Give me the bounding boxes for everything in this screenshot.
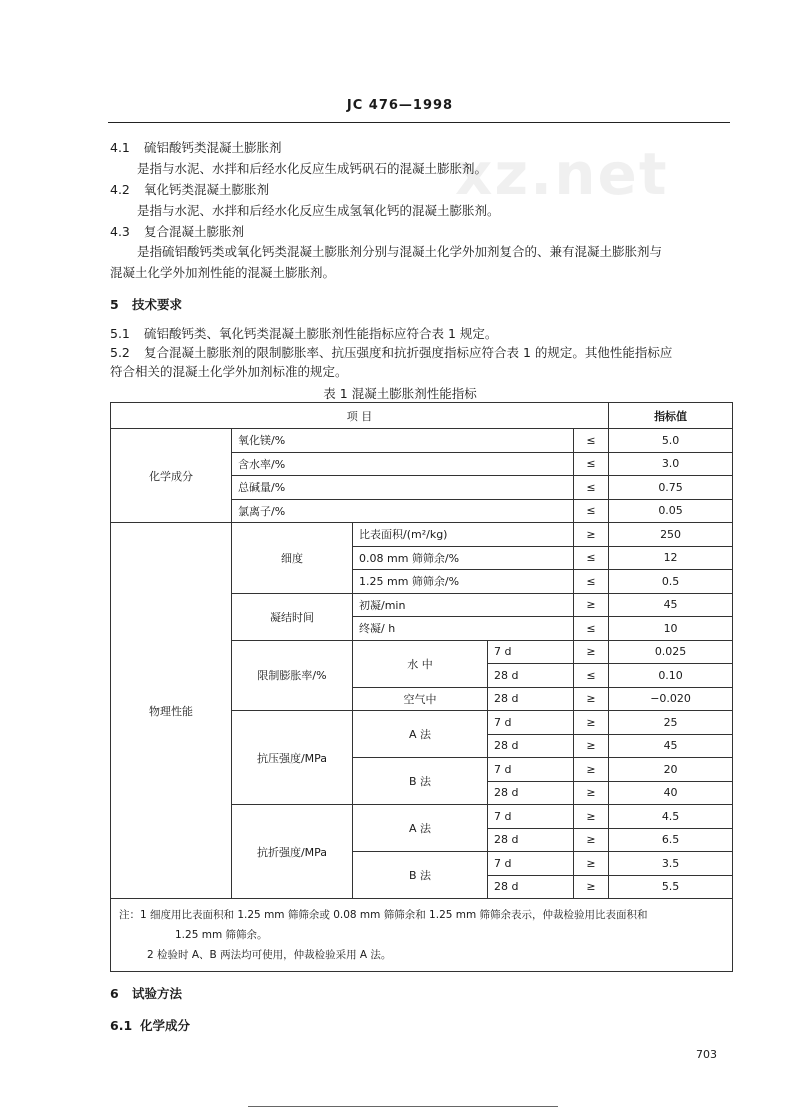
flexural-sym: ≥ bbox=[574, 852, 609, 876]
setting-value: 10 bbox=[609, 617, 733, 641]
flexural-sym: ≥ bbox=[574, 828, 609, 852]
age-cell: 7 d bbox=[488, 758, 574, 782]
fineness-sym: ≤ bbox=[574, 570, 609, 594]
fineness-item: 比表面积/(m²/kg) bbox=[353, 523, 574, 547]
setting-value: 45 bbox=[609, 593, 733, 617]
chem-value: 5.0 bbox=[609, 429, 733, 453]
method-a-label: A 法 bbox=[353, 805, 488, 852]
age-cell: 7 d bbox=[488, 805, 574, 829]
performance-table bbox=[110, 402, 733, 972]
compressive-label: 抗压强度/MPa bbox=[232, 711, 353, 805]
compressive-sym: ≥ bbox=[574, 781, 609, 805]
header-value: 指标值 bbox=[609, 403, 733, 429]
section-6-1-heading: 6.1 化学成分 bbox=[110, 1018, 191, 1033]
chem-label: 氧化镁/% bbox=[232, 429, 574, 453]
fineness-sym: ≥ bbox=[574, 523, 609, 547]
table-header-row bbox=[111, 403, 733, 429]
section-5-1: 5.1 硫铝酸钙类、氧化钙类混凝土膨胀剂性能指标应符合表 1 规定。 bbox=[110, 326, 498, 341]
compressive-value: 40 bbox=[609, 781, 733, 805]
table-notes bbox=[111, 899, 733, 972]
section-4-3-heading: 4.3 复合混凝土膨胀剂 bbox=[110, 224, 245, 239]
fineness-sym: ≤ bbox=[574, 546, 609, 570]
section-4-3-body-line2: 混凝土化学外加剂性能的混凝土膨胀剂。 bbox=[110, 265, 336, 280]
flexural-sym: ≥ bbox=[574, 805, 609, 829]
table-caption: 表 1 混凝土膨胀剂性能指标 bbox=[323, 386, 477, 401]
header-rule bbox=[108, 122, 730, 123]
compressive-value: 20 bbox=[609, 758, 733, 782]
section-4-2-heading: 4.2 氧化钙类混凝土膨胀剂 bbox=[110, 182, 270, 197]
standard-header: JC 476—1998 bbox=[346, 98, 454, 113]
fineness-value: 250 bbox=[609, 523, 733, 547]
flexural-value: 3.5 bbox=[609, 852, 733, 876]
section-4-3-body-line1: 是指硫铝酸钙类或氧化钙类混凝土膨胀剂分别与混凝土化学外加剂复合的、兼有混凝土膨胀剂与 bbox=[137, 244, 663, 259]
chem-label: 含水率/% bbox=[232, 452, 574, 476]
age-cell: 28 d bbox=[488, 734, 574, 758]
setting-item: 初凝/min bbox=[353, 593, 574, 617]
setting-sym: ≤ bbox=[574, 617, 609, 641]
note-2: 2 检验时 A、B 两法均可使用，仲裁检验采用 A 法。 bbox=[147, 949, 392, 961]
fineness-value: 0.5 bbox=[609, 570, 733, 594]
age-cell: 7 d bbox=[488, 852, 574, 876]
flexural-value: 6.5 bbox=[609, 828, 733, 852]
footer-rule bbox=[248, 1106, 558, 1107]
chem-group-label: 化学成分 bbox=[111, 429, 232, 523]
section-6-heading: 6 试验方法 bbox=[110, 986, 183, 1001]
fineness-item: 1.25 mm 筛筛余/% bbox=[353, 570, 574, 594]
note-1-continued: 1.25 mm 筛筛余。 bbox=[175, 929, 268, 941]
chem-sym: ≤ bbox=[574, 499, 609, 523]
chem-sym: ≤ bbox=[574, 476, 609, 500]
setting-sym: ≥ bbox=[574, 593, 609, 617]
method-b-label: B 法 bbox=[353, 852, 488, 899]
flexural-label: 抗折强度/MPa bbox=[232, 805, 353, 899]
section-5-heading: 5 技术要求 bbox=[110, 297, 183, 312]
flexural-value: 4.5 bbox=[609, 805, 733, 829]
age-cell: 28 d bbox=[488, 687, 574, 711]
section-4-1-heading: 4.1 硫铝酸钙类混凝土膨胀剂 bbox=[110, 140, 282, 155]
expansion-value: 0.025 bbox=[609, 640, 733, 664]
age-cell: 28 d bbox=[488, 781, 574, 805]
expansion-label: 限制膨胀率/% bbox=[232, 640, 353, 711]
table-row bbox=[111, 429, 733, 453]
compressive-sym: ≥ bbox=[574, 734, 609, 758]
table-row bbox=[111, 523, 733, 547]
compressive-value: 45 bbox=[609, 734, 733, 758]
fineness-value: 12 bbox=[609, 546, 733, 570]
age-cell: 7 d bbox=[488, 711, 574, 735]
chem-value: 0.75 bbox=[609, 476, 733, 500]
expansion-value: −0.020 bbox=[609, 687, 733, 711]
flexural-value: 5.5 bbox=[609, 875, 733, 899]
compressive-sym: ≥ bbox=[574, 758, 609, 782]
table-notes-row bbox=[111, 899, 733, 972]
section-4-2-body: 是指与水泥、水拌和后经水化反应生成氢氧化钙的混凝土膨胀剂。 bbox=[137, 203, 500, 218]
age-cell: 28 d bbox=[488, 828, 574, 852]
section-4-1-body: 是指与水泥、水拌和后经水化反应生成钙矾石的混凝土膨胀剂。 bbox=[137, 161, 488, 176]
flexural-sym: ≥ bbox=[574, 875, 609, 899]
section-5-2-line2: 符合相关的混凝土化学外加剂标准的规定。 bbox=[110, 364, 348, 379]
fineness-label: 细度 bbox=[232, 523, 353, 594]
header-item: 项 目 bbox=[111, 403, 609, 429]
age-cell: 28 d bbox=[488, 875, 574, 899]
age-cell: 28 d bbox=[488, 664, 574, 688]
chem-label: 氯离子/% bbox=[232, 499, 574, 523]
fineness-item: 0.08 mm 筛筛余/% bbox=[353, 546, 574, 570]
chem-sym: ≤ bbox=[574, 452, 609, 476]
expansion-sym: ≥ bbox=[574, 687, 609, 711]
method-b-label: B 法 bbox=[353, 758, 488, 805]
in-water-label: 水 中 bbox=[353, 640, 488, 687]
method-a-label: A 法 bbox=[353, 711, 488, 758]
chem-sym: ≤ bbox=[574, 429, 609, 453]
age-cell: 7 d bbox=[488, 640, 574, 664]
note-1: 注：1 细度用比表面积和 1.25 mm 筛筛余或 0.08 mm 筛筛余和 1.25 mm 筛筛余表示，仲裁检验用比表面积和 bbox=[119, 909, 648, 921]
setting-time-label: 凝结时间 bbox=[232, 593, 353, 640]
in-air-label: 空气中 bbox=[353, 687, 488, 711]
compressive-sym: ≥ bbox=[574, 711, 609, 735]
setting-item: 终凝/ h bbox=[353, 617, 574, 641]
chem-value: 3.0 bbox=[609, 452, 733, 476]
chem-label: 总碱量/% bbox=[232, 476, 574, 500]
chem-value: 0.05 bbox=[609, 499, 733, 523]
page-number: 703 bbox=[696, 1048, 717, 1061]
expansion-sym: ≤ bbox=[574, 664, 609, 688]
expansion-value: 0.10 bbox=[609, 664, 733, 688]
compressive-value: 25 bbox=[609, 711, 733, 735]
phys-group-label: 物理性能 bbox=[111, 523, 232, 899]
watermark: xz.net bbox=[455, 140, 669, 208]
expansion-sym: ≥ bbox=[574, 640, 609, 664]
section-5-2-line1: 5.2 复合混凝土膨胀剂的限制膨胀率、抗压强度和抗折强度指标应符合表 1 的规定。其他性能指标应 bbox=[110, 345, 673, 360]
